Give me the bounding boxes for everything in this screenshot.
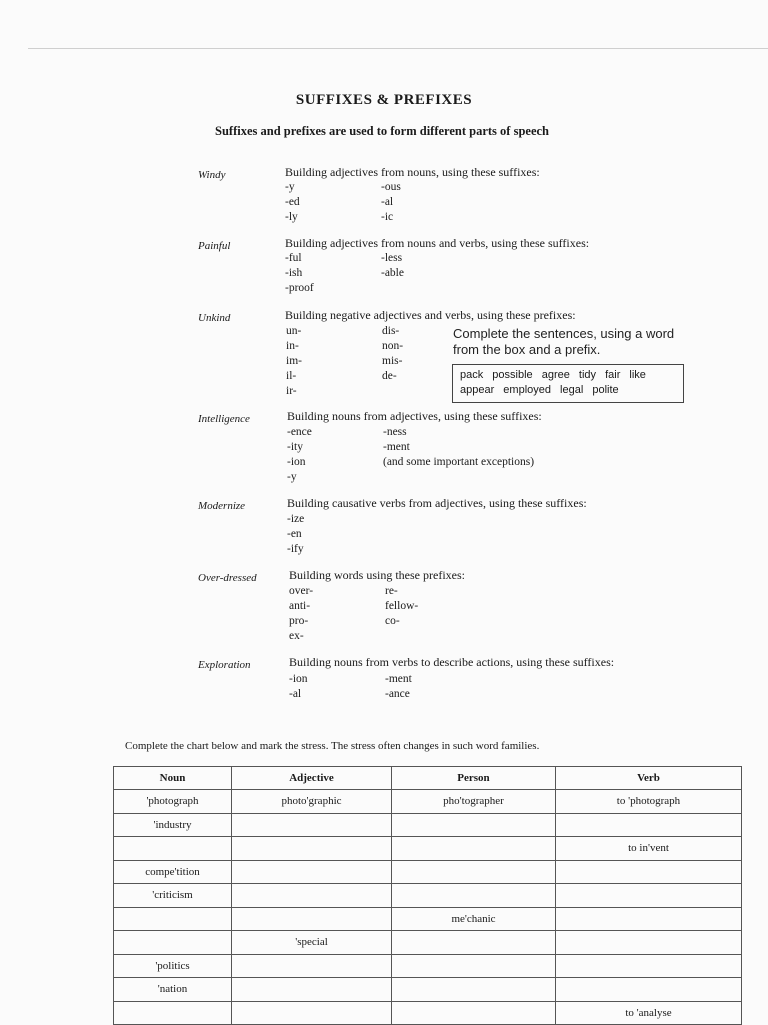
page-edge-line <box>28 48 768 49</box>
suffix-item: -ly <box>285 211 298 223</box>
column-header-adjective: Adjective <box>232 767 392 790</box>
word-family-table <box>113 766 742 1025</box>
table-cell[interactable]: 'politics <box>114 954 232 978</box>
prefix-item: un- <box>286 325 302 337</box>
table-row <box>114 907 742 931</box>
exercise-note-line: Complete the sentences, using a word <box>453 326 675 341</box>
table-cell[interactable]: 'criticism <box>114 884 232 908</box>
table-cell[interactable] <box>556 954 742 978</box>
suffix-list-right <box>383 425 534 470</box>
example-word: Over-dressed <box>198 572 257 584</box>
section-description: Building causative verbs from adjectives, using these suffixes: <box>287 496 587 510</box>
table-cell[interactable] <box>556 813 742 837</box>
suffix-list-left <box>285 251 314 296</box>
page-title: SUFFIXES & PREFIXES <box>295 92 473 108</box>
table-cell[interactable]: compe'tition <box>114 860 232 884</box>
table-row <box>114 790 742 814</box>
prefix-list-left <box>286 324 302 399</box>
prefix-item: il- <box>286 370 297 382</box>
table-cell[interactable] <box>556 978 742 1002</box>
suffix-item: -ance <box>385 688 410 700</box>
prefix-item: re- <box>385 585 398 597</box>
column-header-verb: Verb <box>556 767 742 790</box>
suffix-item: -ic <box>381 211 394 223</box>
suffix-item: -ize <box>287 513 305 525</box>
column-header-noun: Noun <box>114 767 232 790</box>
table-cell[interactable] <box>392 813 556 837</box>
prefix-list-right <box>382 324 403 384</box>
prefix-item: in- <box>286 340 299 352</box>
section-description: Building adjectives from nouns, using these suffixes: <box>285 165 540 179</box>
table-cell[interactable] <box>392 884 556 908</box>
prefix-item: over- <box>289 585 314 597</box>
suffix-item: -able <box>381 267 404 279</box>
column-header-person: Person <box>392 767 556 790</box>
suffix-list-left <box>287 425 312 485</box>
table-cell[interactable] <box>392 837 556 861</box>
suffix-item: -ion <box>289 673 308 685</box>
suffix-item: -ion <box>287 456 306 468</box>
chart-instruction: Complete the chart below and mark the stress. The stress often changes in such word families. <box>125 740 540 752</box>
table-cell[interactable] <box>232 954 392 978</box>
section-description: Building negative adjectives and verbs, using these prefixes: <box>285 308 576 322</box>
example-word: Unkind <box>198 312 231 324</box>
suffix-item: -en <box>287 528 302 540</box>
table-cell[interactable] <box>556 931 742 955</box>
table-cell[interactable] <box>392 931 556 955</box>
suffix-item: -ful <box>285 252 302 264</box>
suffix-item: -ment <box>385 673 412 685</box>
table-row <box>114 978 742 1002</box>
table-cell[interactable] <box>232 1001 392 1025</box>
prefix-item: im- <box>286 355 302 367</box>
word-box-row: pack possible agree tidy fair like <box>460 369 646 381</box>
suffix-item: -ity <box>287 441 303 453</box>
table-row <box>114 931 742 955</box>
table-cell[interactable] <box>232 860 392 884</box>
suffix-item: -al <box>381 196 394 208</box>
table-row <box>114 837 742 861</box>
table-cell[interactable] <box>114 907 232 931</box>
suffix-item: -ish <box>285 267 303 279</box>
prefix-item: ex- <box>289 630 304 642</box>
word-box-row: appear employed legal polite <box>460 384 619 396</box>
table-cell[interactable] <box>392 954 556 978</box>
table-row <box>114 860 742 884</box>
example-word: Modernize <box>198 500 246 512</box>
exercise-note-line: from the box and a prefix. <box>453 342 601 357</box>
suffix-item: -ed <box>285 196 300 208</box>
table-cell[interactable]: to 'photograph <box>556 790 742 814</box>
table-cell[interactable] <box>114 837 232 861</box>
prefix-list-left <box>289 584 313 644</box>
example-word: Painful <box>198 240 231 252</box>
prefix-item: dis- <box>382 325 400 337</box>
suffix-list-right <box>381 251 404 281</box>
suffix-item: -less <box>381 252 403 264</box>
table-cell[interactable] <box>114 931 232 955</box>
prefix-item: non- <box>382 340 404 352</box>
table-cell[interactable] <box>392 978 556 1002</box>
table-cell[interactable]: to 'analyse <box>556 1001 742 1025</box>
table-cell[interactable] <box>392 860 556 884</box>
prefix-list-right <box>385 584 418 629</box>
example-word: Intelligence <box>198 413 250 425</box>
table-cell[interactable] <box>232 907 392 931</box>
suffix-list-left <box>289 672 308 702</box>
suffix-list-left <box>287 512 304 557</box>
page-subtitle: Suffixes and prefixes are used to form different parts of speech <box>215 124 549 138</box>
table-cell[interactable]: photo'graphic <box>232 790 392 814</box>
table-cell[interactable] <box>232 837 392 861</box>
table-cell[interactable]: 'nation <box>114 978 232 1002</box>
suffix-item: -ous <box>381 181 401 193</box>
table-row <box>114 813 742 837</box>
table-cell[interactable] <box>556 907 742 931</box>
table-row <box>114 1001 742 1025</box>
prefix-item: mis- <box>382 355 403 367</box>
section-description: Building nouns from verbs to describe actions, using these suffixes: <box>289 655 615 669</box>
table-cell[interactable]: 'special <box>232 931 392 955</box>
example-word: Exploration <box>198 659 251 671</box>
prefix-item: pro- <box>289 615 309 627</box>
section-description: Building nouns from adjectives, using these suffixes: <box>287 409 542 423</box>
example-word: Windy <box>198 169 226 181</box>
suffix-item: -ness <box>383 426 407 438</box>
section-description: Building adjectives from nouns and verbs, using these suffixes: <box>285 236 590 250</box>
suffix-item: -y <box>285 181 295 193</box>
suffix-list-right <box>381 180 401 225</box>
exercise-note <box>453 326 674 358</box>
word-box <box>452 364 684 403</box>
suffix-item: -ment <box>383 441 410 453</box>
table-cell[interactable] <box>232 813 392 837</box>
table-cell[interactable] <box>392 1001 556 1025</box>
table-cell[interactable]: pho'tographer <box>392 790 556 814</box>
table-row <box>114 954 742 978</box>
suffix-list-left <box>285 180 300 225</box>
table-cell[interactable]: 'industry <box>114 813 232 837</box>
suffix-item: (and some important exceptions) <box>383 456 535 468</box>
table-cell[interactable]: to in'vent <box>556 837 742 861</box>
prefix-item: fellow- <box>385 600 419 612</box>
suffix-item: -al <box>289 688 302 700</box>
suffix-item: -proof <box>285 282 314 294</box>
prefix-item: co- <box>385 615 400 627</box>
suffix-item: -ify <box>287 543 304 555</box>
table-row <box>114 884 742 908</box>
table-cell[interactable] <box>556 884 742 908</box>
suffix-item: -ence <box>287 426 312 438</box>
suffix-item: -y <box>287 471 297 483</box>
table-cell[interactable] <box>232 978 392 1002</box>
table-cell[interactable]: me'chanic <box>392 907 556 931</box>
prefix-item: de- <box>382 370 397 382</box>
table-cell[interactable]: 'photograph <box>114 790 232 814</box>
prefix-item: anti- <box>289 600 311 612</box>
table-cell[interactable] <box>232 884 392 908</box>
prefix-item: ir- <box>286 385 297 397</box>
table-cell[interactable] <box>556 860 742 884</box>
suffix-list-right <box>385 672 412 702</box>
table-cell[interactable] <box>114 1001 232 1025</box>
section-description: Building words using these prefixes: <box>289 568 465 582</box>
table-header-row <box>114 767 742 790</box>
